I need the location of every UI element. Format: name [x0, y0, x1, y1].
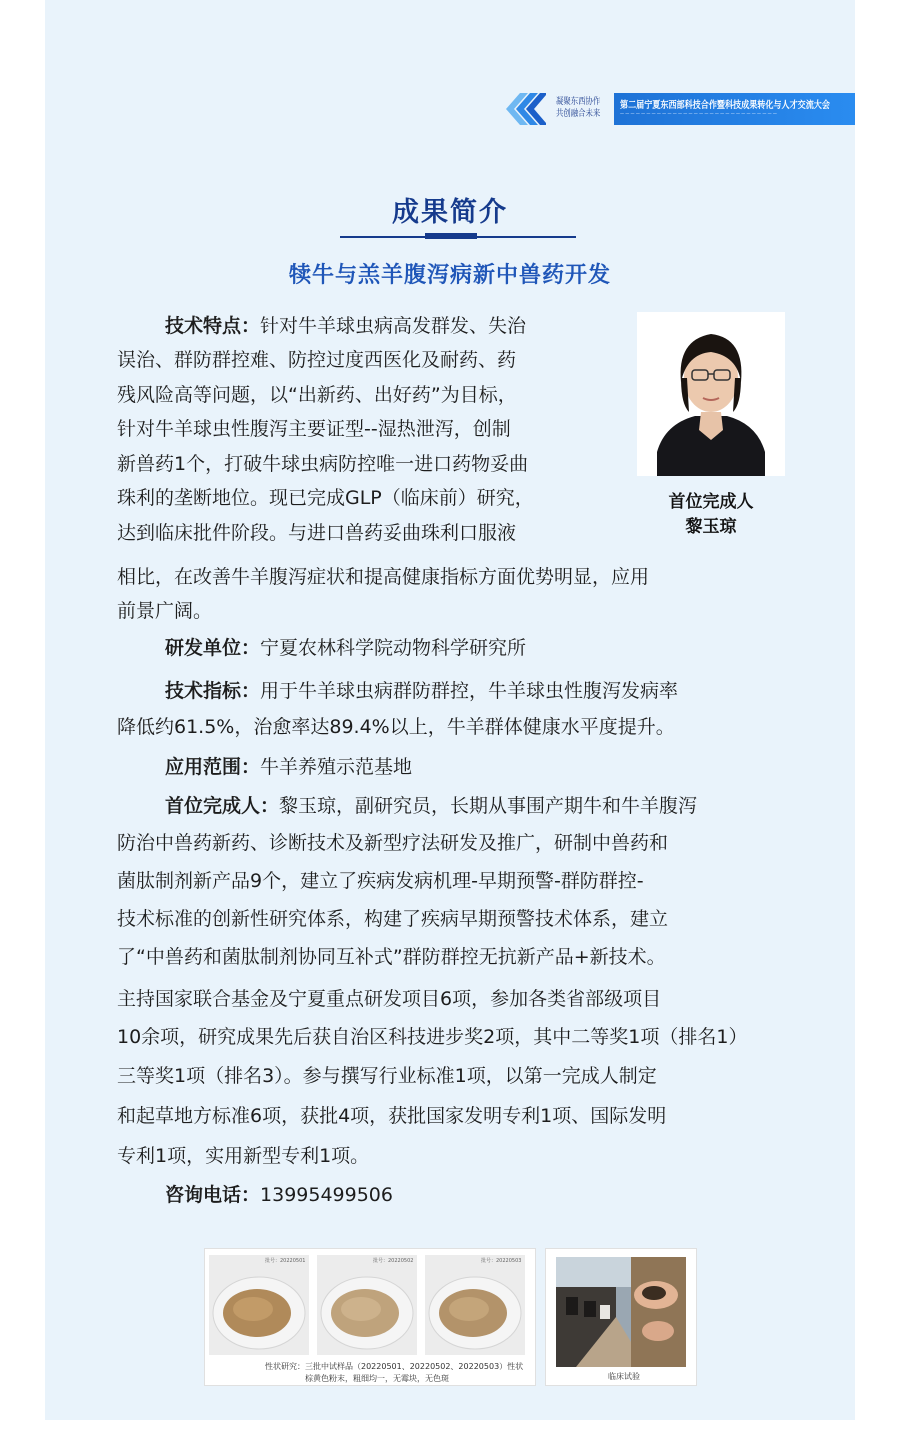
tech-features-line-1: 技术特点：针对牛羊球虫病高发群发、失治 [165, 315, 527, 337]
powder-caption-2: 棕黄色粉末，粗细均一，无霉块，无色斑 [305, 1374, 449, 1383]
contact-value: 13995499506 [260, 1184, 393, 1206]
completer-photo [637, 312, 785, 476]
rd-unit [165, 631, 526, 666]
sample-dish-3: 批号：20220503 [425, 1255, 525, 1355]
tech-features-line-8: 相比，在改善牛羊腹泻症状和提高健康指标方面优势明显，应用 [117, 566, 650, 588]
powder-samples-image [204, 1248, 536, 1386]
rd-unit-label: 研发单位： [165, 637, 261, 659]
first-completer-line-5: 了“中兽药和菌肽制剂协同互补式”群防群控无抗新产品+新技术。 [117, 946, 666, 968]
clinical-trial-caption: 临床试验 [608, 1372, 640, 1381]
tech-indicators-line-1: 技术指标：用于牛羊球虫病群防群控，牛羊球虫性腹泻发病率 [165, 680, 679, 702]
event-title-en-strip: — — — — — — — — — — — — — — — — — — — — — — — — — — — — — — [620, 111, 777, 117]
event-title: 第二届宁夏东西部科技合作暨科技成果转化与人才交流大会 [620, 100, 830, 111]
first-completer-line-7: 10余项，研究成果先后获自治区科技进步奖2项，其中二等奖1项（排名1） [117, 1026, 748, 1048]
rd-unit-value: 宁夏农林科学院动物科学研究所 [260, 637, 527, 659]
tech-features-line-3: 残风险高等问题，以“出新药、出好药”为目标， [117, 384, 517, 406]
application-scope [165, 750, 412, 785]
tech-features-line-9: 前景广阔。 [117, 600, 213, 622]
header-banner [506, 93, 855, 125]
title-underline-accent [425, 233, 477, 239]
clinical-trial-photo [556, 1257, 686, 1367]
tech-features-line-7: 达到临床批件阶段。与进口兽药妥曲珠利口服液 [117, 522, 517, 544]
sample-dish-2: 批号：20220502 [317, 1255, 417, 1355]
chevron-arrows-icon [506, 93, 546, 125]
first-completer-line-8: 三等奖1项（排名3）。参与撰写行业标准1项，以第一完成人制定 [117, 1065, 657, 1087]
tech-features-line-6: 珠利的垄断地位。现已完成GLP（临床前）研究， [117, 487, 534, 509]
tech-indicators-label: 技术指标： [165, 680, 261, 702]
section-title: 成果简介 [392, 197, 508, 228]
photo-caption-role: 首位完成人 [668, 492, 754, 512]
photo-caption-name: 黎玉琼 [685, 517, 737, 537]
banner-slogan [556, 96, 612, 122]
slogan-line-2: 共创融合未来 [556, 109, 601, 119]
first-completer-line-2: 防治中兽药新药、诊断技术及新型疗法研发及推广，研制中兽药和 [117, 832, 669, 854]
first-completer-line-1: 首位完成人：黎玉琼，副研究员，长期从事围产期牛和牛羊腹泻 [165, 795, 698, 817]
event-title-bar [614, 93, 855, 125]
tech-indicators-line-2: 降低约61.5%，治愈率达89.4%以上，牛羊群体健康水平度提升。 [117, 716, 675, 738]
project-title: 犊牛与羔羊腹泻病新中兽药开发 [288, 263, 611, 288]
contact-label: 咨询电话： [165, 1184, 261, 1206]
slogan-line-1: 凝聚东西协作 [556, 97, 601, 107]
tech-features-line-2: 误治、群防群控难、防控过度西医化及耐药、药 [117, 349, 517, 371]
clinical-trial-image [545, 1248, 697, 1386]
first-completer-line-6: 主持国家联合基金及宁夏重点研发项目6项，参加各类省部级项目 [117, 988, 662, 1010]
tech-features-label: 技术特点： [165, 315, 261, 337]
contact-phone [165, 1178, 393, 1213]
first-completer-line-4: 技术标准的创新性研究体系，构建了疾病早期预警技术体系，建立 [117, 908, 669, 930]
powder-caption-1: 性状研究：三批中试样品（20220501、20220502、20220503）性状 [265, 1362, 524, 1371]
application-value: 牛羊养殖示范基地 [260, 756, 413, 778]
application-label: 应用范围： [165, 756, 261, 778]
first-completer-label: 首位完成人： [165, 795, 280, 817]
photo-caption [635, 490, 787, 540]
tech-features-line-5: 新兽药1个，打破牛球虫病防控唯一进口药物妥曲 [117, 453, 529, 475]
tech-features-line-4: 针对牛羊球虫性腹泻主要证型--湿热泄泻，创制 [117, 418, 511, 440]
first-completer-line-10: 专利1项，实用新型专利1项。 [117, 1145, 370, 1167]
first-completer-line-3: 菌肽制剂新产品9个，建立了疾病发病机理-早期预警-群防群控- [117, 870, 644, 892]
sample-dish-1: 批号：20220501 [209, 1255, 309, 1355]
first-completer-line-9: 和起草地方标准6项，获批4项，获批国家发明专利1项、国际发明 [117, 1105, 667, 1127]
